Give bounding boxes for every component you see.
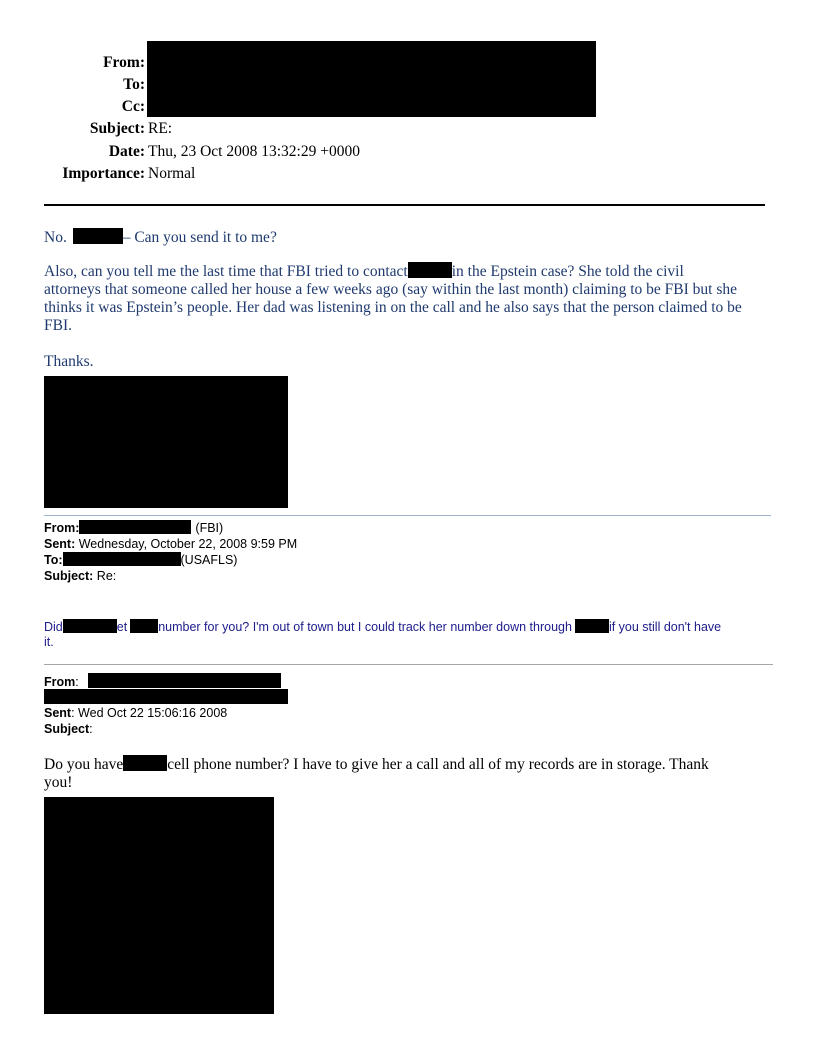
msg3-header-lower	[44, 706, 227, 737]
redaction-inline	[63, 619, 117, 633]
msg3-from-label: From	[44, 675, 76, 689]
msg2-to-suffix: (USAFLS)	[180, 553, 238, 567]
reply-line-1	[44, 228, 277, 247]
reply-p2-c: attorneys that someone called her house a few weeks ago (say within the last month) claiming to be FBI but she	[44, 281, 738, 298]
msg3-body-c: you!	[44, 774, 73, 791]
msg2-from-suffix: (FBI)	[195, 521, 224, 535]
msg2-from-label: From:	[44, 521, 80, 535]
msg3-from-colon: :	[75, 675, 79, 689]
reply-thanks: Thanks.	[44, 353, 94, 370]
redaction-inline	[123, 755, 167, 771]
msg2-sent-value: Wednesday, October 22, 2008 9:59 PM	[78, 536, 298, 551]
redaction-inline	[575, 619, 609, 633]
redaction-inline	[79, 520, 191, 534]
redaction-signature-2	[44, 797, 274, 1014]
subject-value: RE:	[148, 120, 173, 137]
msg2-sent-label: Sent:	[44, 536, 76, 551]
msg3-body-b: cell phone number? I have to give her a call and all of my records are in storage. Thank	[167, 756, 709, 773]
msg2-subject-label: Subject:	[44, 568, 94, 583]
msg2-body-d: if you still don't have	[608, 620, 722, 634]
msg3-subject-label: Subject	[44, 721, 90, 736]
redaction-inline	[73, 228, 123, 244]
reply-paragraph	[44, 262, 774, 335]
msg3-sent-label: Sent	[44, 706, 72, 720]
msg2-body-a: Did	[44, 620, 63, 634]
date-label: Date:	[108, 143, 145, 160]
msg2-body-c: number for you? I'm out of town but I could track her number down through	[158, 620, 572, 634]
date-value: Thu, 23 Oct 2008 13:32:29 +0000	[148, 143, 360, 160]
msg2-body-b: et	[116, 620, 128, 634]
redaction-from-2	[44, 689, 288, 704]
redaction-inline	[408, 262, 452, 278]
cc-label: Cc:	[121, 98, 145, 115]
msg2-to-label: To:	[44, 553, 63, 567]
reply-p2-b: in the Epstein case? She told the civil	[451, 263, 684, 280]
message-separator-2	[44, 664, 773, 665]
msg2-body-e: it.	[44, 635, 54, 649]
subject-label: Subject:	[89, 120, 145, 137]
msg2-body	[44, 619, 784, 650]
redaction-header-recipients	[147, 41, 596, 117]
importance-label: Importance:	[62, 165, 145, 182]
redaction-inline	[63, 552, 181, 566]
to-label: To:	[123, 76, 145, 93]
redaction-from	[88, 673, 281, 688]
msg3-body	[44, 755, 784, 792]
reply-ask: – Can you send it to me?	[122, 229, 277, 246]
redaction-inline	[130, 619, 158, 633]
reply-p2-e: FBI.	[44, 317, 72, 334]
reply-p2-a: Also, can you tell me the last time that FBI tried to contact	[44, 263, 408, 280]
msg3-sent-value: : Wed Oct 22 15:06:16 2008	[71, 706, 228, 720]
msg2-subject-value: Re:	[96, 568, 117, 583]
msg3-subject-colon: :	[89, 721, 93, 736]
message-separator	[44, 515, 771, 516]
msg3-body-a: Do you have	[44, 756, 124, 773]
importance-value: Normal	[148, 165, 196, 182]
header-divider	[44, 204, 765, 206]
reply-p2-d: thinks it was Epstein’s people. Her dad was listening in on the call and he also says that the person claimed to be	[44, 299, 742, 316]
from-label: From:	[103, 54, 145, 71]
reply-no: No.	[44, 229, 67, 246]
msg2-header	[44, 520, 297, 584]
redaction-signature	[44, 376, 288, 508]
